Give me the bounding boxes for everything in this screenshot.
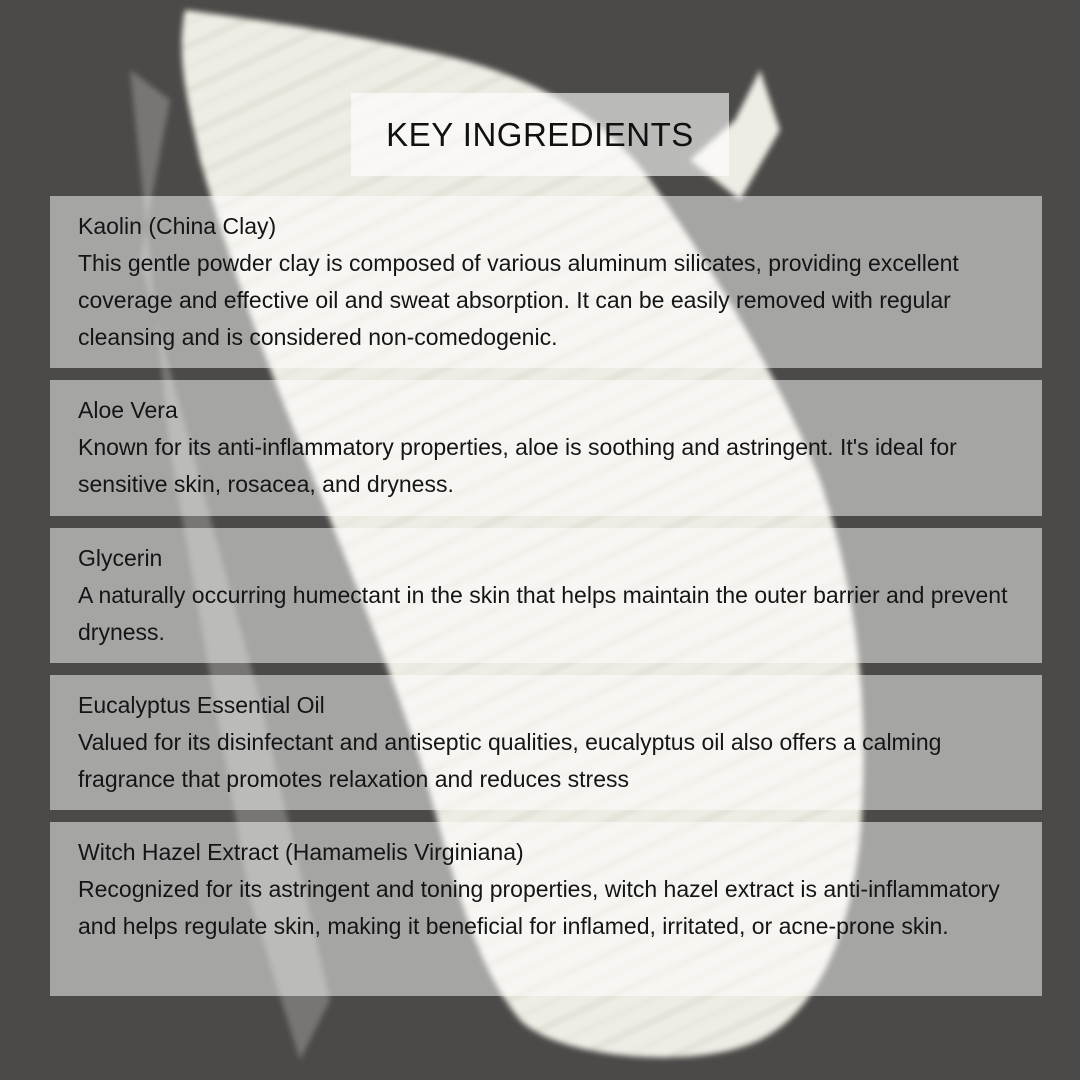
ingredient-name: Glycerin xyxy=(78,545,163,571)
ingredient-description: A naturally occurring humectant in the skin that helps maintain the outer barrier and prevent dryness. xyxy=(78,582,1008,645)
ingredient-description: Known for its anti-inflammatory properties, aloe is soothing and astringent. It's ideal for sensitive skin, rosacea, and dryness. xyxy=(78,434,957,497)
ingredient-description: This gentle powder clay is composed of various aluminum silicates, providing excellent coverage and effective oil and sweat absorption. It can be easily removed with regular cleansing and is considered non-comedogenic. xyxy=(78,250,959,350)
ingredient-name: Eucalyptus Essential Oil xyxy=(78,692,325,718)
page-title: KEY INGREDIENTS xyxy=(386,115,694,153)
ingredient-description: Recognized for its astringent and toning properties, witch hazel extract is anti-inflammatory and helps regulate skin, making it beneficial for inflamed, irritated, or acne-prone skin. xyxy=(78,876,1000,939)
ingredient-card-kaolin xyxy=(50,196,1042,368)
ingredient-card-aloe-vera xyxy=(50,380,1042,516)
ingredient-name: Kaolin (China Clay) xyxy=(78,213,277,239)
ingredient-card-witch-hazel xyxy=(50,822,1042,996)
ingredient-description: Valued for its disinfectant and antiseptic qualities, eucalyptus oil also offers a calming fragrance that promotes relaxation and reduces stress xyxy=(78,729,942,792)
ingredient-card-glycerin xyxy=(50,528,1042,663)
ingredient-name: Aloe Vera xyxy=(78,397,178,423)
ingredient-name: Witch Hazel Extract (Hamamelis Virginiana) xyxy=(78,839,524,865)
title-banner xyxy=(351,93,729,176)
ingredient-card-eucalyptus xyxy=(50,675,1042,810)
